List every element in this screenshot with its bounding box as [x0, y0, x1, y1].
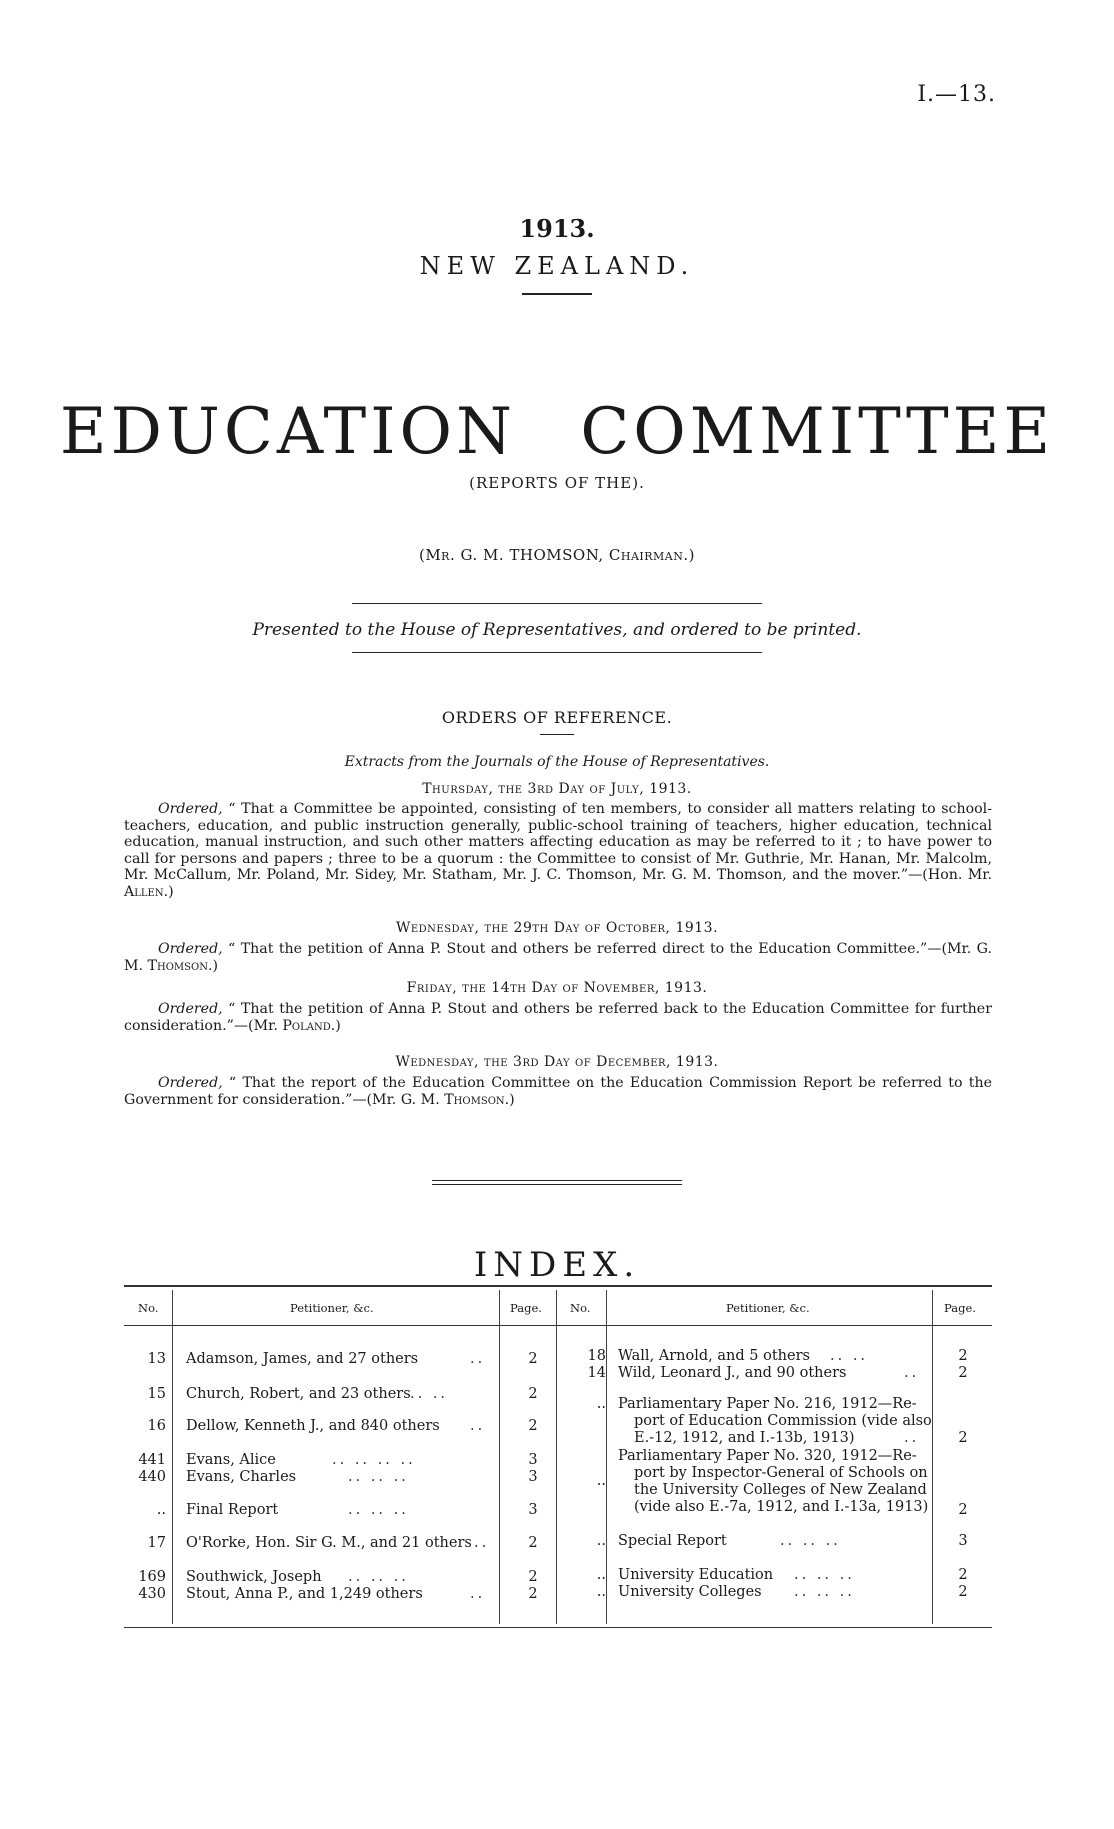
column-header-petitioner: Petitioner, &c.: [290, 1301, 374, 1315]
table-cell: Evans, Alice: [186, 1452, 276, 1468]
order-date: Friday, the 14th Day of November, 1913.: [406, 980, 708, 996]
column-divider: [932, 1290, 933, 1624]
column-header-page: Page.: [944, 1301, 976, 1315]
table-cell: the University Colleges of New Zealand: [634, 1482, 927, 1498]
column-header-page: Page.: [510, 1301, 542, 1315]
table-cell: 440: [138, 1469, 166, 1485]
table-cell: University Colleges: [618, 1584, 762, 1600]
text-span: .): [207, 957, 219, 974]
table-cell: ..: [904, 1430, 920, 1446]
order-date: Wednesday, the 29th Day of October, 1913.: [395, 920, 719, 936]
table-cell: ..: [470, 1586, 486, 1602]
table-rule: [124, 1325, 992, 1326]
text-span: “ That the petition of Anna P. Stout and others be referred back to the Education Committee for further consideration.”—(Mr.: [124, 1001, 992, 1034]
divider: [540, 734, 574, 735]
table-cell: .. .. ..: [794, 1584, 855, 1600]
table-cell: 169: [138, 1569, 166, 1585]
page-title: EDUCATION COMMITTEE: [59, 395, 1055, 469]
divider: [432, 1184, 682, 1185]
table-cell: Dellow, Kenneth J., and 840 others: [186, 1418, 440, 1434]
divider: [432, 1180, 682, 1181]
table-cell: Church, Robert, and 23 others: [186, 1386, 411, 1402]
table-cell: University Education: [618, 1567, 774, 1583]
country-heading: NEW ZEALAND.: [419, 252, 695, 280]
table-cell: ..: [156, 1502, 166, 1518]
text-span: Chairman: [608, 546, 684, 564]
text-span: Thomson: [444, 1091, 505, 1108]
table-rule: [124, 1285, 992, 1287]
order-text: [124, 1075, 992, 1108]
table-cell: ..: [596, 1473, 606, 1489]
table-cell: .. ..: [830, 1348, 869, 1364]
table-rule: [124, 1627, 992, 1628]
table-cell: 2: [528, 1418, 538, 1434]
text-span: .): [163, 883, 174, 900]
table-cell: Stout, Anna P., and 1,249 others: [186, 1586, 423, 1602]
text-span: Allen: [124, 883, 164, 900]
text-span: “ That the report of the Education Committee on the Education Commission Report be referred to the Government for consideration.”—(Mr. G. M.: [124, 1075, 992, 1108]
presented-line: Presented to the House of Representatives, and ordered to be printed.: [252, 620, 862, 640]
table-cell: 16: [147, 1418, 166, 1434]
column-divider: [606, 1290, 607, 1624]
table-cell: 18: [587, 1348, 606, 1364]
table-cell: ..: [474, 1535, 490, 1551]
table-cell: ..: [596, 1533, 606, 1549]
table-cell: 3: [528, 1502, 538, 1518]
table-cell: 441: [138, 1452, 166, 1468]
table-cell: 2: [958, 1584, 968, 1600]
column-divider: [556, 1290, 557, 1624]
divider: [352, 652, 762, 653]
order-text: [124, 941, 992, 974]
column-header-petitioner: Petitioner, &c.: [726, 1301, 810, 1315]
table-cell: 2: [958, 1365, 968, 1381]
orders-heading: ORDERS OF REFERENCE.: [441, 708, 673, 727]
table-cell: O'Rorke, Hon. Sir G. M., and 21 others: [186, 1535, 472, 1551]
table-cell: Parliamentary Paper No. 320, 1912—Re-: [618, 1448, 917, 1464]
table-cell: .. .. ..: [780, 1533, 841, 1549]
table-cell: 13: [147, 1351, 166, 1367]
table-cell: .. .. ..: [794, 1567, 855, 1583]
table-cell: 3: [958, 1533, 968, 1549]
table-cell: Evans, Charles: [186, 1469, 297, 1485]
table-cell: 15: [147, 1386, 166, 1402]
table-cell: 2: [528, 1386, 538, 1402]
index-title: INDEX.: [473, 1245, 641, 1285]
table-cell: 2: [958, 1567, 968, 1583]
table-cell: port by Inspector-General of Schools on: [634, 1465, 928, 1481]
table-cell: ..: [596, 1396, 606, 1412]
table-cell: 2: [528, 1569, 538, 1585]
text-span: .): [330, 1017, 341, 1034]
document-year: 1913.: [519, 214, 595, 243]
table-cell: E.-12, 1912, and I.-13b, 1913): [634, 1430, 855, 1446]
text-span: .): [683, 546, 696, 564]
table-cell: port of Education Commission (vide also: [634, 1413, 932, 1429]
order-text: [124, 801, 992, 901]
text-span: Ordered,: [158, 801, 223, 817]
text-span: Ordered,: [158, 1075, 223, 1091]
column-divider: [172, 1290, 173, 1624]
divider: [352, 603, 762, 604]
table-cell: Adamson, James, and 27 others: [186, 1351, 419, 1367]
table-cell: .. .. ..: [348, 1569, 409, 1585]
text-span: .): [504, 1091, 515, 1108]
table-cell: 2: [958, 1502, 968, 1518]
table-cell: 2: [528, 1351, 538, 1367]
table-cell: 2: [958, 1430, 968, 1446]
text-span: Thomson: [147, 957, 208, 974]
divider: [522, 293, 592, 295]
text-span: Ordered,: [158, 1001, 223, 1017]
extracts-line: Extracts from the Journals of the House of Representatives.: [344, 754, 770, 770]
table-cell: Final Report: [186, 1502, 279, 1518]
text-span: “ That a Committee be appointed, consisting of ten members, to consider all matters relating to school-teachers, education, and public instruction generally, public-school training of teachers, higher education, technical education, manual instruction, and such other matters affecting education as may be referred to it ; to have power to call for persons and papers ; three to be a quorum : the Committee to consist of Mr. Guthrie, Mr. Hanan, Mr. Malcolm, Mr. McCallum, Mr. Poland, Mr. Sidey, Mr. Statham, Mr. J. C. Thomson, Mr. G. M. Thomson, and the mover.”—(Hon. Mr.: [124, 801, 992, 884]
table-cell: ..: [470, 1351, 486, 1367]
table-cell: .. ..: [410, 1386, 449, 1402]
text-span: Poland: [282, 1017, 331, 1034]
table-cell: 2: [528, 1535, 538, 1551]
table-cell: 2: [528, 1586, 538, 1602]
table-cell: 17: [147, 1535, 166, 1551]
order-date: Wednesday, the 3rd Day of December, 1913.: [395, 1054, 719, 1070]
document-reference: I.—13.: [917, 82, 996, 107]
chairman-line: [0, 546, 1114, 564]
table-cell: 3: [528, 1452, 538, 1468]
table-cell: Special Report: [618, 1533, 727, 1549]
page-subtitle: (REPORTS OF THE).: [469, 474, 645, 492]
table-cell: 430: [138, 1586, 166, 1602]
table-cell: 3: [528, 1469, 538, 1485]
text-span: (Mr. G. M. THOMSON,: [418, 546, 609, 564]
table-cell: 14: [587, 1365, 606, 1381]
column-divider: [499, 1290, 500, 1624]
column-header-no: No.: [138, 1301, 159, 1315]
table-cell: Wild, Leonard J., and 90 others: [618, 1365, 847, 1381]
text-span: “ That the petition of Anna P. Stout and others be referred direct to the Education Committee.”—(Mr. G. M.: [124, 941, 992, 974]
table-cell: ..: [470, 1418, 486, 1434]
table-cell: Wall, Arnold, and 5 others: [618, 1348, 810, 1364]
table-cell: Southwick, Joseph: [186, 1569, 322, 1585]
text-span: Ordered,: [158, 941, 223, 957]
order-text: [124, 1001, 992, 1034]
column-header-no: No.: [570, 1301, 591, 1315]
table-cell: ..: [904, 1365, 920, 1381]
table-cell: 2: [958, 1348, 968, 1364]
table-cell: Parliamentary Paper No. 216, 1912—Re-: [618, 1396, 917, 1412]
table-cell: .. .. ..: [348, 1469, 409, 1485]
table-cell: .. .. .. ..: [332, 1452, 416, 1468]
order-date: Thursday, the 3rd Day of July, 1913.: [422, 781, 692, 797]
table-cell: (vide also E.-7a, 1912, and I.-13a, 1913): [634, 1499, 929, 1515]
table-cell: ..: [596, 1567, 606, 1583]
table-cell: ..: [596, 1584, 606, 1600]
table-cell: .. .. ..: [348, 1502, 409, 1518]
